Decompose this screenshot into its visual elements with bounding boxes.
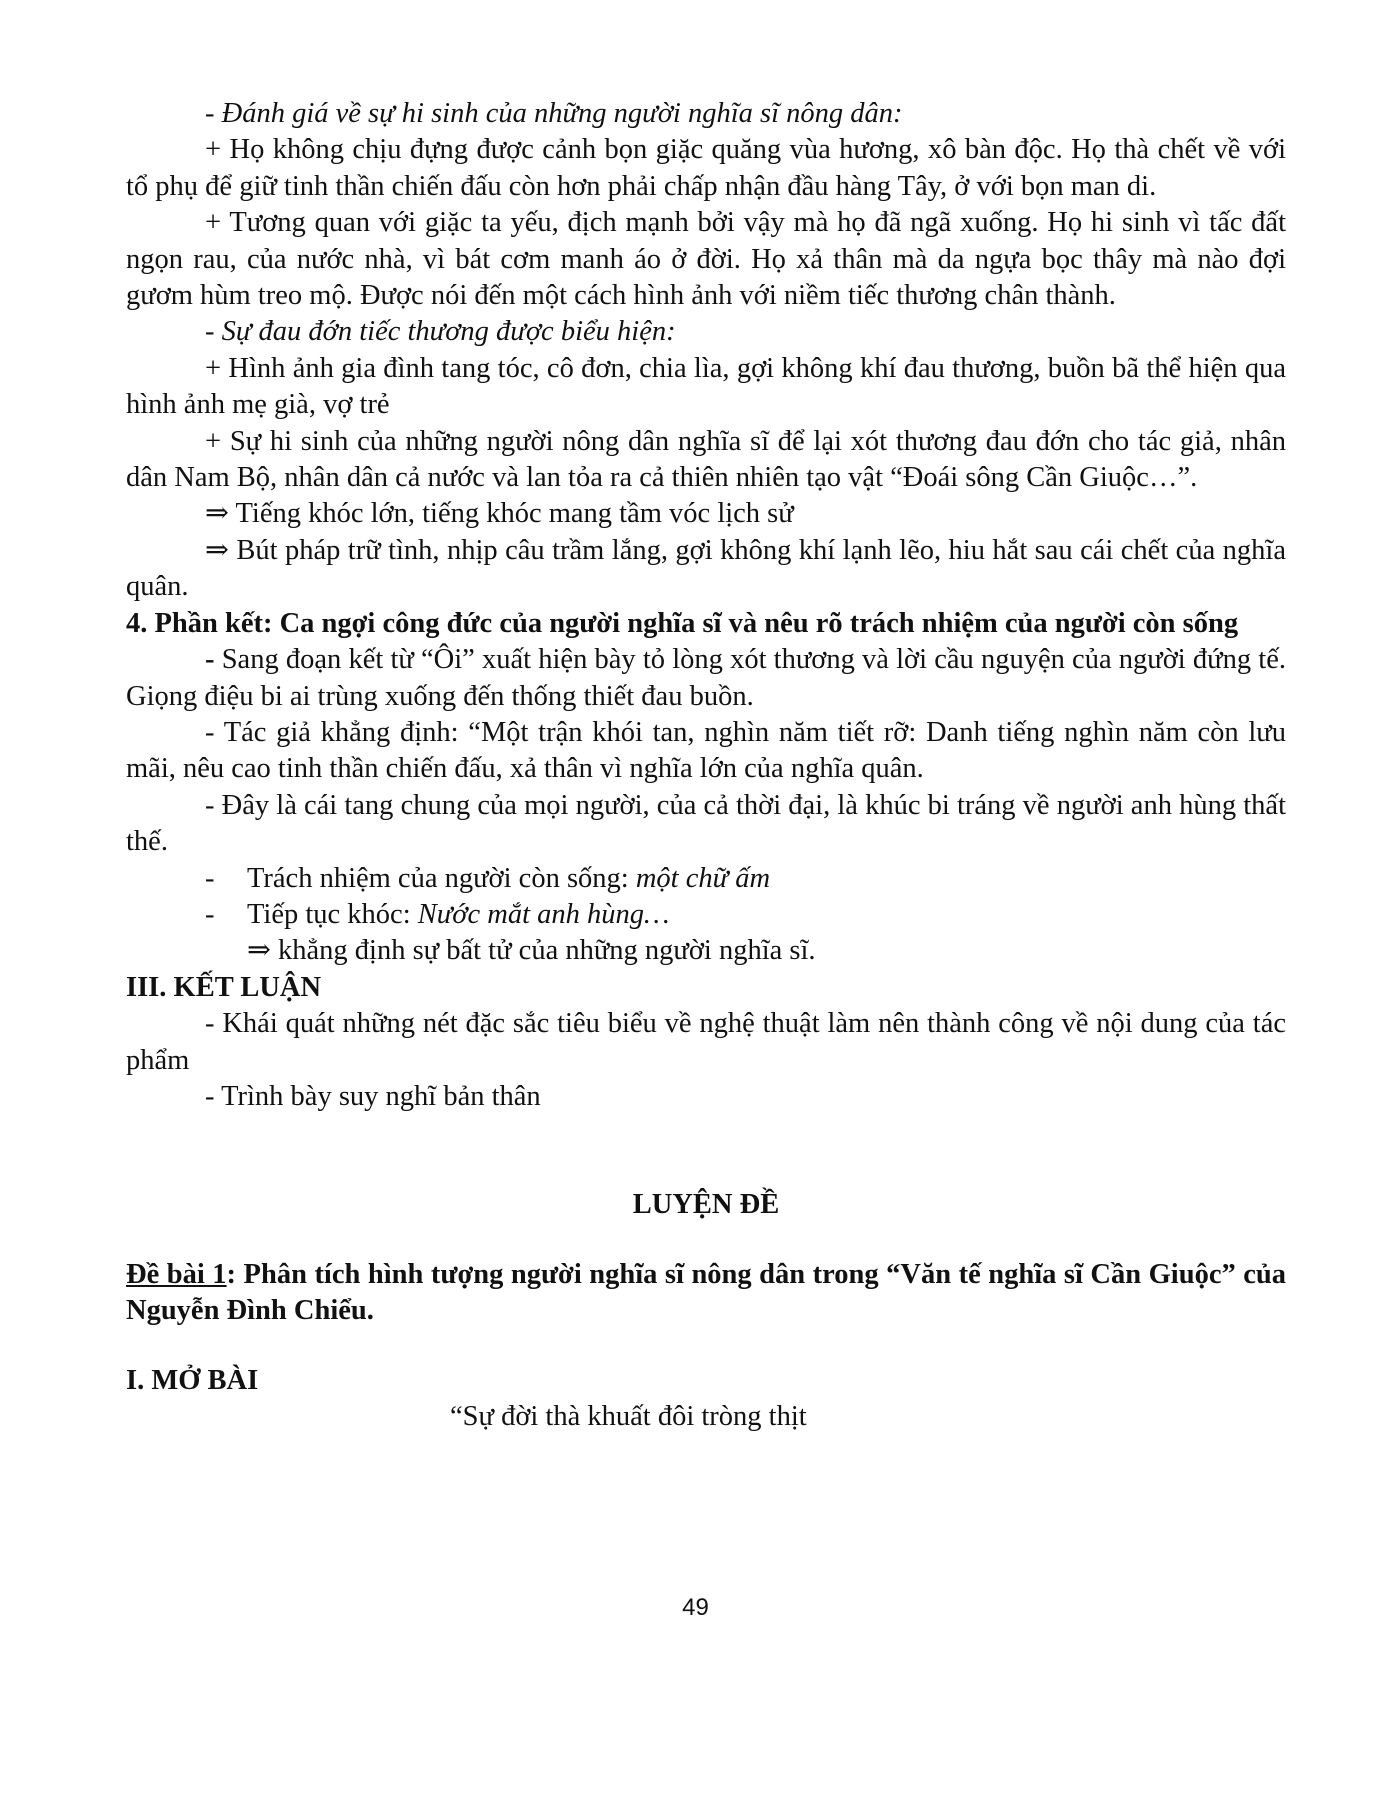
bullet-text [247, 897, 669, 933]
bullet-italic: Nước mắt anh hùng… [417, 898, 670, 930]
exercise-label: Đề bài 1 [126, 1258, 227, 1290]
section-heading-luyende: LUYỆN ĐỀ [632, 1189, 780, 1221]
paragraph: - Tác giả khẳng định: “Một trận khói tan, nghìn năm tiết rỡ: Danh tiếng nghìn năm còn lưu mãi, nêu cao tinh thần chiến đấu, xả thân vì nghĩa lớn của nghĩa quân. [126, 716, 1286, 785]
paragraph: + Sự hi sinh của những người nông dân nghĩa sĩ để lại xót thương đau đớn cho tác giả, nhân dân Nam Bộ, nhân dân cả nước và lan tỏa ra cả thiên nhiên tạo vật “Đoái sông Cần Giuộc…”. [126, 425, 1286, 494]
spacer [126, 1330, 1286, 1363]
exercise-text: : Phân tích hình tượng người nghĩa sĩ nông dân trong “Văn tế nghĩa sĩ Cần Giuộc” của Nguyễn Đình Chiểu. [126, 1258, 1286, 1327]
subheading-evaluation: - Đánh giá về sự hi sinh của những người nghĩa sĩ nông dân: [205, 98, 903, 129]
subheading-grief: - Sự đau đớn tiếc thương được biểu hiện: [205, 316, 676, 348]
paragraph [126, 642, 1286, 715]
bullet-marker: - [205, 898, 215, 930]
paragraph: - Trình bày suy nghĩ bản thân [205, 1080, 541, 1112]
paragraph: - Đây là cái tang chung của mọi người, của cả thời đại, là khúc bi tráng về người anh hùng thất thế. [126, 789, 1286, 858]
page-number: 49 [682, 1594, 709, 1621]
document-page [126, 96, 1286, 1435]
poem-line: “Sự đời thà khuất đôi tròng thịt [450, 1401, 807, 1432]
bullet-item [126, 897, 1286, 933]
conclusion-arrow-line: ⇒ Bút pháp trữ tình, nhịp câu trầm lắng, gợi không khí lạnh lẽo, hiu hắt sau cái chết của nghĩa quân. [126, 534, 1286, 603]
bullet-text [247, 861, 770, 897]
bold-dash: - [205, 644, 215, 676]
paragraph-text: Sang đoạn kết từ “Ôi” xuất hiện bày tỏ lòng xót thương và lời cầu nguyện của người đứng tế. Giọng điệu bi ai trùng xuống đến thống thiết đau buồn. [126, 644, 1286, 712]
paragraph: + Hình ảnh gia đình tang tóc, cô đơn, chia lìa, gợi không khí đau thương, buồn bã thể hiện qua hình ảnh mẹ già, vợ trẻ [126, 352, 1286, 421]
exercise-prompt [126, 1257, 1286, 1330]
spacer [126, 1224, 1286, 1257]
section-heading-mobai: I. MỞ BÀI [126, 1364, 259, 1396]
bullet-marker: - [205, 862, 215, 894]
bullet-label: Tiếp tục khóc: [247, 898, 418, 930]
paragraph: + Họ không chịu đựng được cảnh bọn giặc quăng vùa hương, xô bàn độc. Họ thà chết về với tổ phụ để giữ tinh thần chiến đấu còn hơn phải chấp nhận đầu hàng Tây, ở với bọn man di. [126, 134, 1286, 202]
conclusion-arrow-line: ⇒ khẳng định sự bất tử của những người nghĩa sĩ. [247, 935, 816, 967]
bullet-label: Trách nhiệm của người còn sống: [247, 862, 636, 894]
section-heading-4: 4. Phần kết: Ca ngợi công đức của người nghĩa sĩ và nêu rõ trách nhiệm của người còn sống [126, 607, 1239, 639]
conclusion-arrow-line: ⇒ Tiếng khóc lớn, tiếng khóc mang tầm vóc lịch sử [205, 498, 794, 530]
bullet-item [126, 861, 1286, 897]
section-heading-ketluan: III. KẾT LUẬN [126, 971, 322, 1003]
spacer [126, 1115, 1286, 1187]
paragraph: + Tương quan với giặc ta yếu, địch mạnh bởi vậy mà họ đã ngã xuống. Họ hi sinh vì tấc đất ngọn rau, của nước nhà, vì bát cơm manh áo ở đời. Họ xả thân mà da ngựa bọc thây mà nào đợi gươm hùm treo mộ. Được nói đến một cách hình ảnh với niềm tiếc thương chân thành. [126, 207, 1286, 312]
paragraph: - Khái quát những nét đặc sắc tiêu biểu về nghệ thuật làm nên thành công về nội dung của tác phẩm [126, 1008, 1286, 1076]
bullet-italic: một chữ ấm [635, 862, 771, 894]
